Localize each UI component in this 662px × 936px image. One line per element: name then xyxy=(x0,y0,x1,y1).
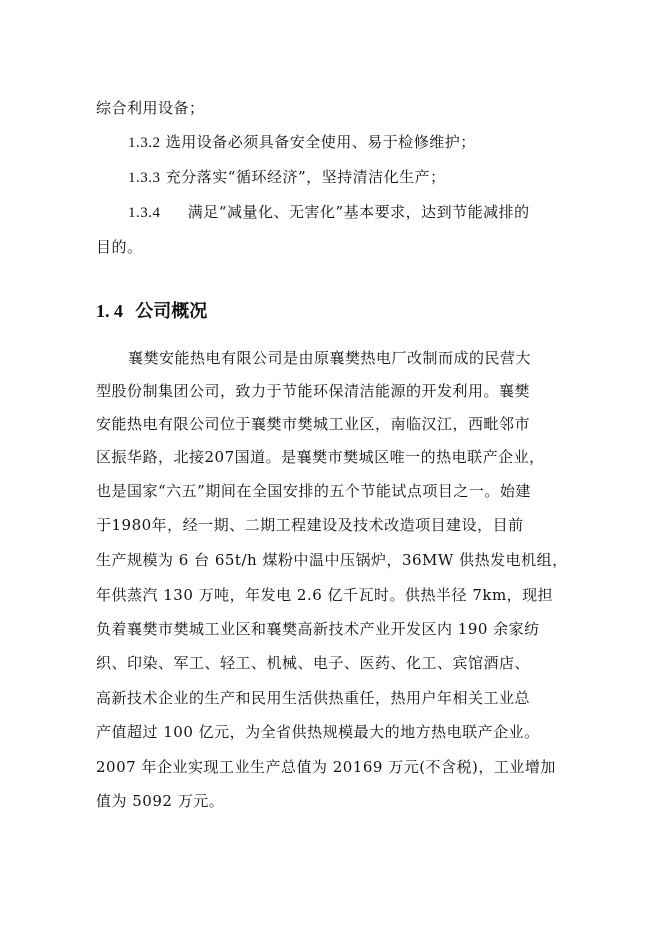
paragraph-line: 襄樊安能热电有限公司是由原襄樊热电厂改制而成的民营大 xyxy=(128,349,532,367)
item-number: 1.3.2 xyxy=(128,135,161,151)
paragraph-line: 负着襄樊市樊城工业区和襄樊高新技术产业开发区内 190 余家纺 xyxy=(96,620,540,638)
paragraph-line: 产值超过 100 亿元，为全省供热规模最大的地方热电联产企业。 xyxy=(96,723,540,741)
list-item-1-3-2 xyxy=(128,132,476,153)
paragraph-line: 于1980年，经一期、二期工程建设及技术改造项目建设，目前 xyxy=(96,516,524,534)
paragraph-line: 织、印染、军工、轻工、机械、电子、医药、化工、宾馆酒店、 xyxy=(96,654,531,672)
paragraph-line: 值为 5092 万元。 xyxy=(96,792,225,810)
list-item-1-3-4 xyxy=(128,202,530,223)
paragraph-line: 也是国家“六五”期间在全国安排的五个节能试点项目之一。始建 xyxy=(96,482,531,500)
section-number: 1. 4 xyxy=(96,301,123,321)
item-text: 充分落实“循环经济”，坚持清洁化生产； xyxy=(165,168,446,186)
item-number: 1.3.4 xyxy=(128,205,161,221)
paragraph-line: 2007 年企业实现工业生产总值为 20169 万元(不含税)，工业增加 xyxy=(96,758,556,776)
item-number: 1.3.3 xyxy=(128,170,161,186)
section-title: 公司概况 xyxy=(135,301,208,322)
item-text: 选用设备必须具备安全使用、易于检修维护； xyxy=(165,133,476,151)
section-heading xyxy=(96,299,207,324)
paragraph-line: 安能热电有限公司位于襄樊市樊城工业区，南临汉江，西毗邻市 xyxy=(96,415,531,433)
item-text: 满足“减量化、无害化”基本要求，达到节能减排的 xyxy=(187,203,530,221)
paragraph-line: 区振华路，北接207国道。是襄樊市樊城区唯一的热电联产企业， xyxy=(96,448,545,466)
paragraph-line: 高新技术企业的生产和民用生活供热重任，热用户年相关工业总 xyxy=(96,689,531,707)
list-item-1-3-3 xyxy=(128,167,446,188)
text-line: 目的。 xyxy=(96,238,143,256)
text-line: 综合利用设备； xyxy=(96,99,205,117)
paragraph-line: 生产规模为 6 台 65t/h 煤粉中温中压锅炉，36MW 供热发电机组， xyxy=(96,551,568,569)
paragraph-line: 年供蒸汽 130 万吨，年发电 2.6 亿千瓦时。供热半径 7km，现担 xyxy=(96,586,554,604)
paragraph-line: 型股份制集团公司，致力于节能环保清洁能源的开发利用。襄樊 xyxy=(96,382,531,400)
